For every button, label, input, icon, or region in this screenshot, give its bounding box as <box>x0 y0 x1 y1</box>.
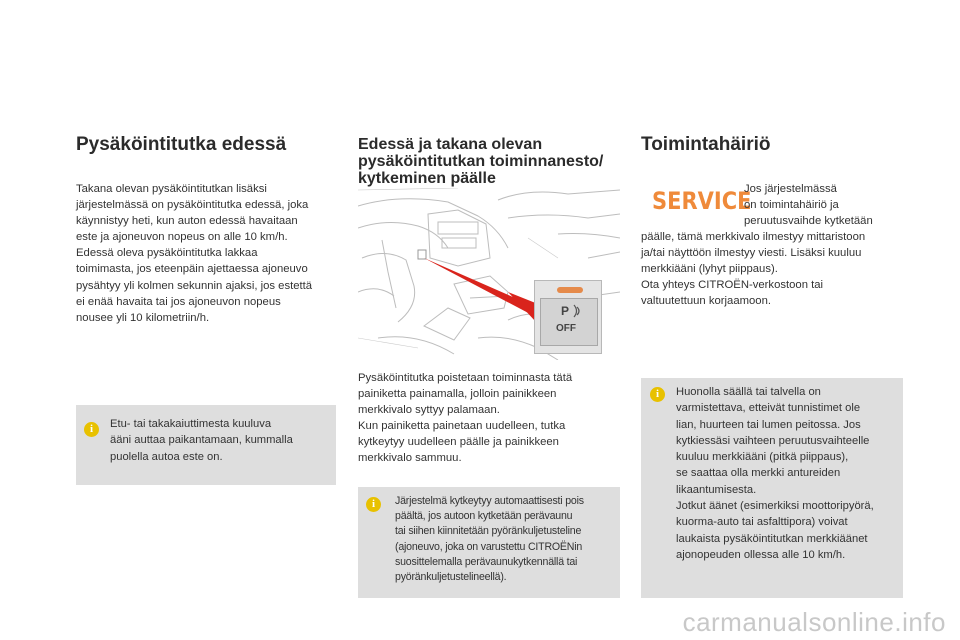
section-title-deactivation: Edessä ja takana olevan pysäköintitutkan toiminnanesto/ kytkeminen päälle <box>358 136 604 187</box>
info-box-weather-text: Huonolla säällä tai talvella on varmistettava, etteivät tunnistimet ole lian, huurteen tai lumen peitossa. Jos kytkiessäsi vaihteen peruutusvaihteelle kuuluu merkkiääni (pitkä piippaus), se saattaa olla merkki antureiden likaantumisesta. Jotkut äänet (esimerkiksi moottoripyörä, kuorma-auto tai asfalttipora) voivat laukaista pysäköintitutkan merkkiäänet ajonopeuden ollessa alle 10 km/h. <box>676 386 874 561</box>
sensor-waves-icon <box>572 304 584 318</box>
info-box-trailer <box>358 487 620 598</box>
parking-symbol-icon: P <box>561 304 570 318</box>
section-title-front-sensor: Pysäköintitutka edessä <box>76 134 287 155</box>
info-icon: i <box>366 497 381 512</box>
button-face <box>540 298 598 346</box>
parking-sensor-off-button[interactable] <box>534 280 602 354</box>
info-box-weather <box>641 378 903 598</box>
service-description: Jos järjestelmässä on toimintahäiriö ja peruutusvaihde kytketään <box>744 183 873 228</box>
info-icon: i <box>650 387 665 402</box>
watermark: carmanualsonline.info <box>682 607 946 637</box>
info-box-trailer-text: Järjestelmä kytkeytyy automaattisesti pois päältä, jos autoon kytketään perävaunu tai siihen kiinnitetään pyöränkuljetusteline (ajoneuvo, joka on varustettu CITROËNin suosittelemalla perävaunukytkennällä tai pyöränkuljetustelineellä). <box>395 495 584 584</box>
section-title-malfunction: Toimintahäiriö <box>641 134 771 155</box>
service-warning-icon: SERVICE <box>652 187 752 215</box>
button-off-label: OFF <box>556 323 576 334</box>
pointer-arrow <box>424 258 538 316</box>
info-icon: i <box>84 422 99 437</box>
button-indicator-light <box>557 287 583 293</box>
front-sensor-description: Takana olevan pysäköintitutkan lisäksi järjestelmässä on pysäköintitutka edessä, joka käynnistyy heti, kun auton edessä havaitaan este ja ajoneuvon nopeus on alle 10 km/h. Edessä oleva pysäköintitutka lakkaa toimimasta, jos eteenpäin ajettaessa ajoneuvo pysähtyy yli kolmen sekunnin ajaksi, jos estettä ei enää havaita tai jos ajoneuvon nopeus nousee yli 10 kilometriin/h. <box>76 183 313 324</box>
malfunction-description: päälle, tämä merkkivalo ilmestyy mittaristoon ja/tai näyttöön ilmestyy viesti. Lisäksi kuuluu merkkiääni (lyhyt piippaus). Ota yhteys CITROËN-verkostoon tai valtuutettuun korjaamoon. <box>641 231 866 308</box>
deactivation-description: Pysäköintitutka poistetaan toiminnasta tätä painiketta painamalla, jolloin painikkeen merkkivalo syttyy palamaan. Kun painiketta painetaan uudelleen, tutka kytkeytyy uudelleen päälle ja painikkeen merkkivalo sammuu. <box>358 372 573 465</box>
info-box-sound-text: Etu- tai takakaiuttimesta kuuluva ääni auttaa paikantamaan, kummalla puolella autoa este on. <box>110 418 293 463</box>
info-box-sound <box>76 405 336 485</box>
